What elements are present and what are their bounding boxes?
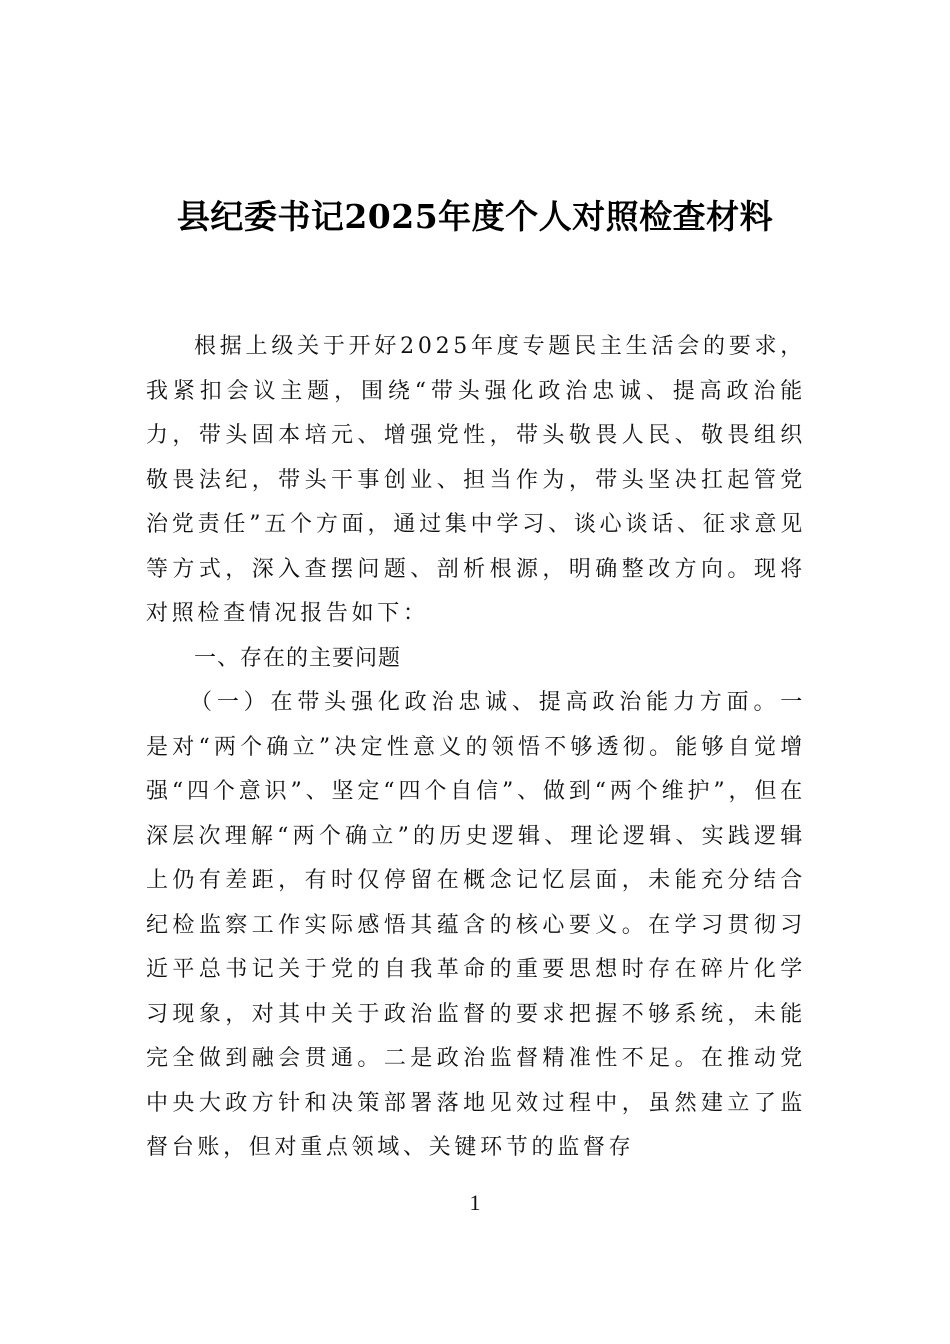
- intro-paragraph: 根据上级关于开好2025年度专题民主生活会的要求，我紧扣会议主题，围绕“带头强化政治忠诚、提高政治能力，带头固本培元、增强党性，带头敬畏人民、敬畏组织敬畏法纪，带头干事创业、担当作为，带头坚决扛起管党治党责任”五个方面，通过集中学习、谈心谈话、征求意见等方式，深入查摆问题、剖析根源，明确整改方向。现将对照检查情况报告如下：: [146, 334, 806, 626]
- subsection-paragraph: （一）在带头强化政治忠诚、提高政治能力方面。一是对“两个确立”决定性意义的领悟不够透彻。能够自觉增强“四个意识”、坚定“四个自信”、做到“两个维护”，但在深层次理解“两个确立”的历史逻辑、理论逻辑、实践逻辑上仍有差距，有时仅停留在概念记忆层面，未能充分结合纪检监察工作实际感悟其蕴含的核心要义。在学习贯彻习近平总书记关于党的自我革命的重要思想时存在碎片化学习现象，对其中关于政治监督的要求把握不够系统，未能完全做到融会贯通。二是政治监督精准性不足。在推动党中央大政方针和决策部署落地见效过程中，虽然建立了监督台账，但对重点领域、关键环节的监督存: [146, 690, 806, 1160]
- document-title: 县纪委书记2025年度个人对照检查材料: [176, 197, 774, 236]
- page-number: 1: [469, 1190, 481, 1215]
- document-body: [146, 325, 806, 1171]
- section-heading: 一、存在的主要问题: [194, 645, 402, 671]
